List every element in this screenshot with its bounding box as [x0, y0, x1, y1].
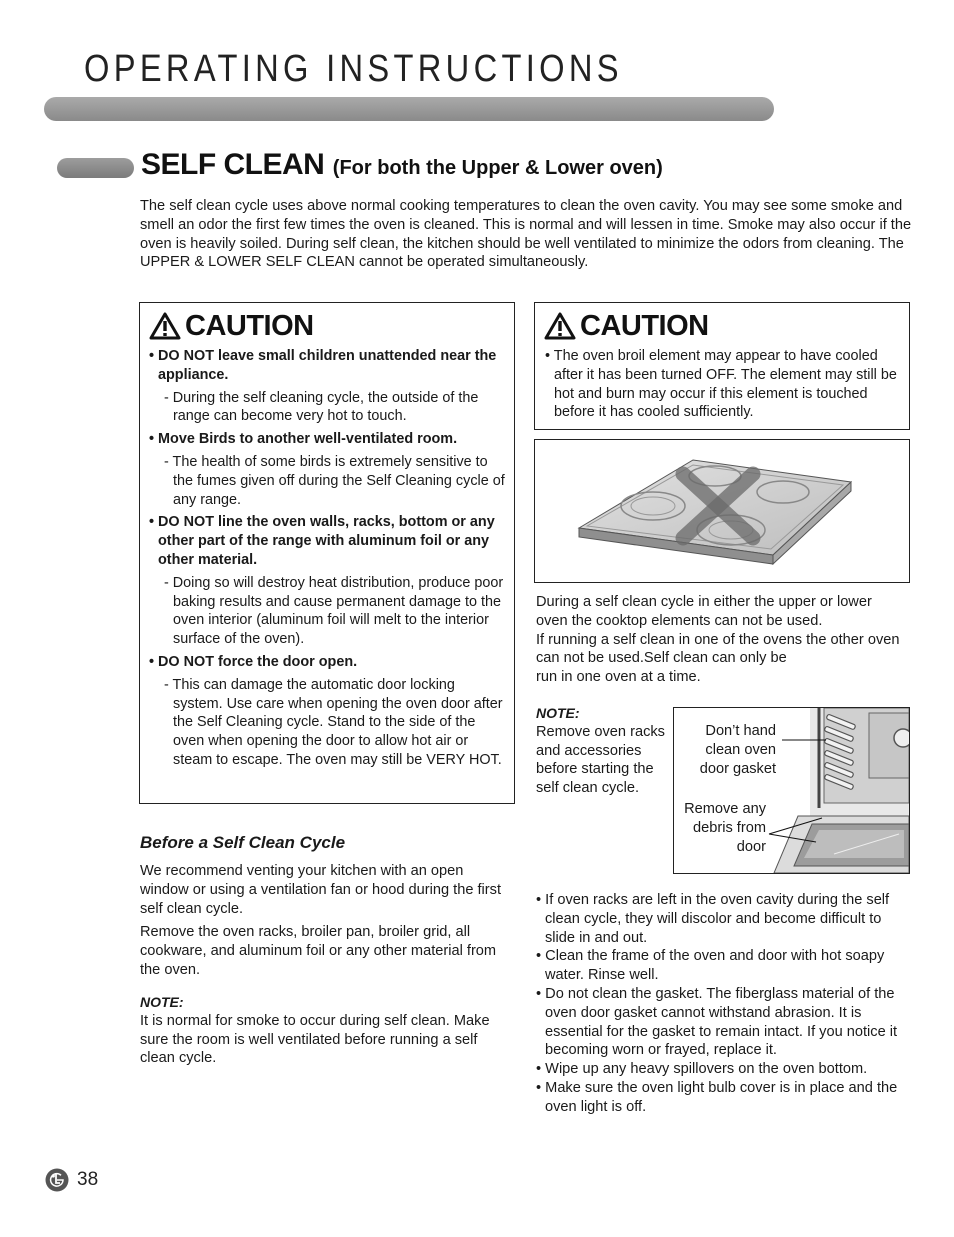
- cooktop-text: [536, 593, 906, 687]
- warning-triangle-icon: [149, 312, 181, 340]
- tips-list: [536, 891, 912, 1117]
- caution-list: [149, 347, 508, 770]
- caution-detail: - During the self cleaning cycle, the outside of the range can become very hot to touch.: [164, 389, 479, 425]
- page-footer: [45, 1168, 98, 1192]
- cooktop-line: run in one oven at a time.: [536, 669, 701, 686]
- list-item: • Make sure the oven light bulb cover is in place and the oven light is off.: [536, 1079, 898, 1115]
- page-title: OPERATING INSTRUCTIONS: [84, 48, 623, 90]
- page-number: 38: [77, 1169, 99, 1190]
- section-title: SELF CLEAN: [141, 148, 325, 181]
- section-pill: [57, 158, 134, 178]
- cooktop-line: If running a self clean in one of the ovens the other oven can not be used.Self clean can only be: [536, 631, 900, 667]
- caution-label: CAUTION: [580, 309, 709, 342]
- list-item: • Do not clean the gasket. The fiberglass material of the oven door gasket cannot withstand abrasion. It is essential for the gasket to remain intact. If you notice it becoming worn or frayed, replace it.: [536, 985, 898, 1059]
- caution-header: [149, 309, 514, 343]
- caution-detail: - Doing so will destroy heat distribution, produce poor baking results and cause permanent damage to the oven interior (aluminum foil will melt to the interior surface of the oven).: [164, 574, 504, 648]
- warning-triangle-icon: [544, 312, 576, 340]
- caution-item: • DO NOT leave small children unattended near the appliance.: [149, 348, 497, 383]
- list-item: • Wipe up any heavy spillovers on the oven bottom.: [536, 1061, 868, 1078]
- lg-logo-icon: [45, 1168, 69, 1192]
- note-label: NOTE:: [536, 705, 580, 721]
- caution-item: • The oven broil element may appear to have cooled after it has been turned OFF. The element may still be hot and burn may occur if this element is touched before it has cooled sufficiently.: [545, 348, 897, 421]
- cooktop-illustration: [534, 439, 910, 583]
- before-paragraph: We recommend venting your kitchen with an open window or using a ventilation fan or hood during the first self clean cycle.: [140, 863, 502, 917]
- section-heading: [141, 148, 663, 182]
- note-racks: [536, 704, 672, 798]
- caution-item: • DO NOT force the door open.: [149, 653, 358, 670]
- before-heading: Before a Self Clean Cycle: [140, 833, 346, 852]
- caution-item: • Move Birds to another well-ventilated room.: [149, 431, 458, 448]
- caution-detail: - The health of some birds is extremely sensitive to the fumes given off during the Self Cleaning cycle of any range.: [164, 453, 505, 508]
- list-item: • Clean the frame of the oven and door with hot soapy water. Rinse well.: [536, 948, 885, 984]
- gasket-label: Don’t hand clean oven door gasket: [699, 723, 776, 777]
- note-label: NOTE:: [140, 994, 184, 1010]
- caution-box-left: [139, 302, 515, 804]
- cooktop-icon: [535, 440, 909, 582]
- note-smoke: [140, 993, 510, 1068]
- cooktop-line: During a self clean cycle in either the upper or lower oven the cooktop elements can not be used.: [536, 594, 872, 629]
- note-text: It is normal for smoke to occur during self clean. Make sure the room is well ventilated before running a self clean cycle.: [140, 1012, 490, 1067]
- caution-box-right: [534, 302, 910, 430]
- caution-header: [544, 309, 909, 343]
- title-bar: [44, 97, 774, 121]
- caution-label: CAUTION: [185, 309, 314, 342]
- section-subtitle: (For both the Upper & Lower oven): [332, 157, 663, 179]
- intro-paragraph: The self clean cycle uses above normal cooking temperatures to clean the oven cavity. You may see some smoke and smell an odor the first few times the oven is cleaned. This is normal and will lessen in time. Smoke may also occur if the oven is heavily soiled. During self clean, the kitchen should be well ventilated to minimize the odors from cleaning. The UPPER & LOWER SELF CLEAN cannot be operated simultaneously.: [140, 198, 912, 271]
- list-item: • If oven racks are left in the oven cavity during the self clean cycle, they will discolor and become difficult to slide in and out.: [536, 892, 890, 946]
- debris-label: Remove any debris from door: [684, 801, 766, 855]
- caution-item: • DO NOT line the oven walls, racks, bottom or any other part of the range with aluminum foil or any other material.: [149, 514, 495, 568]
- caution-detail: - This can damage the automatic door locking system. Use care when opening the oven door after the Self Cleaning cycle. Stand to the side of the oven when opening the door to allow hot air or steam to escape. The oven may still be VERY HOT.: [164, 676, 503, 768]
- note-text: Remove oven racks and accessories before starting the self clean cycle.: [536, 723, 665, 797]
- caution-list: [544, 347, 903, 422]
- before-paragraph: Remove the oven racks, broiler pan, broiler grid, all cookware, and aluminum foil or any other material from the oven.: [140, 924, 497, 978]
